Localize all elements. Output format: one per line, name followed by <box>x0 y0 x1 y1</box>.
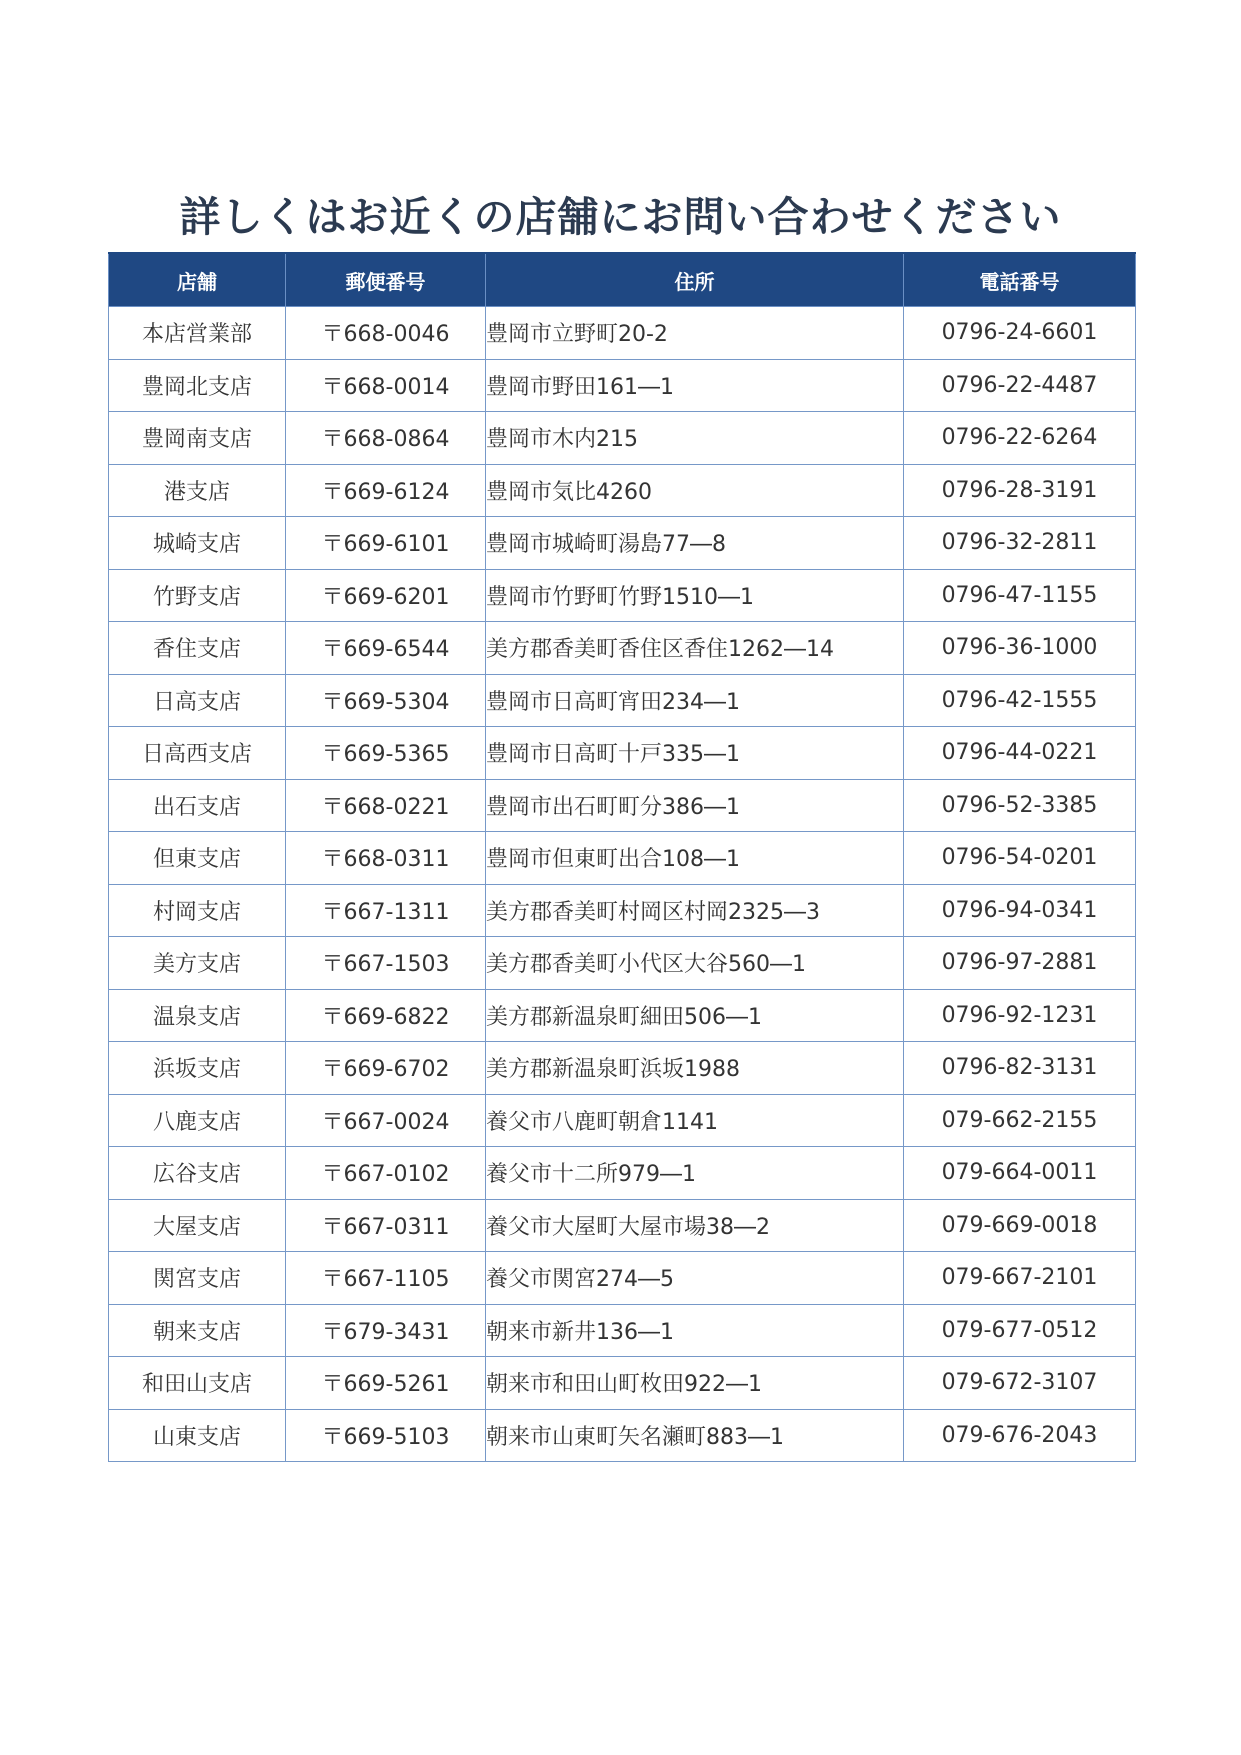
postal-code-cell: 〒667-1311 <box>286 884 486 937</box>
phone-number-cell: 0796-24-6601 <box>904 307 1136 360</box>
table-header <box>109 253 1136 307</box>
phone-number-cell: 0796-22-6264 <box>904 412 1136 465</box>
postal-code-cell: 〒667-0024 <box>286 1094 486 1147</box>
address-cell: 朝来市和田山町枚田922―1 <box>486 1357 904 1410</box>
table-row <box>109 1304 1136 1357</box>
table-row <box>109 1199 1136 1252</box>
address-cell: 養父市大屋町大屋市場38―2 <box>486 1199 904 1252</box>
phone-number-cell: 0796-82-3131 <box>904 1042 1136 1095</box>
store-table <box>108 252 1136 1462</box>
table-row <box>109 1147 1136 1200</box>
postal-code-cell: 〒668-0014 <box>286 359 486 412</box>
store-name-cell: 広谷支店 <box>109 1147 286 1200</box>
phone-number-cell: 0796-47-1155 <box>904 569 1136 622</box>
phone-number-cell: 079-676-2043 <box>904 1409 1136 1462</box>
address-cell: 養父市関宮274―5 <box>486 1252 904 1305</box>
address-cell: 美方郡香美町小代区大谷560―1 <box>486 937 904 990</box>
phone-number-cell: 079-677-0512 <box>904 1304 1136 1357</box>
store-name-cell: 但東支店 <box>109 832 286 885</box>
phone-number-cell: 0796-32-2811 <box>904 517 1136 570</box>
address-cell: 豊岡市立野町20-2 <box>486 307 904 360</box>
phone-number-cell: 079-662-2155 <box>904 1094 1136 1147</box>
store-name-cell: 出石支店 <box>109 779 286 832</box>
phone-number-cell: 0796-44-0221 <box>904 727 1136 780</box>
phone-number-cell: 0796-22-4487 <box>904 359 1136 412</box>
address-cell: 豊岡市竹野町竹野1510―1 <box>486 569 904 622</box>
header-postal: 郵便番号 <box>286 253 486 307</box>
table-row <box>109 1409 1136 1462</box>
store-name-cell: 大屋支店 <box>109 1199 286 1252</box>
store-name-cell: 日高西支店 <box>109 727 286 780</box>
address-cell: 豊岡市野田161―1 <box>486 359 904 412</box>
phone-number-cell: 079-669-0018 <box>904 1199 1136 1252</box>
table-row <box>109 779 1136 832</box>
postal-code-cell: 〒667-1105 <box>286 1252 486 1305</box>
store-name-cell: 温泉支店 <box>109 989 286 1042</box>
table-row <box>109 1094 1136 1147</box>
store-name-cell: 和田山支店 <box>109 1357 286 1410</box>
phone-number-cell: 0796-97-2881 <box>904 937 1136 990</box>
store-name-cell: 本店営業部 <box>109 307 286 360</box>
store-name-cell: 竹野支店 <box>109 569 286 622</box>
table-row <box>109 674 1136 727</box>
phone-number-cell: 0796-94-0341 <box>904 884 1136 937</box>
postal-code-cell: 〒669-5261 <box>286 1357 486 1410</box>
table-row <box>109 832 1136 885</box>
table-body <box>109 307 1136 1462</box>
address-cell: 朝来市山東町矢名瀬町883―1 <box>486 1409 904 1462</box>
phone-number-cell: 0796-28-3191 <box>904 464 1136 517</box>
table-row <box>109 727 1136 780</box>
address-cell: 豊岡市出石町町分386―1 <box>486 779 904 832</box>
postal-code-cell: 〒669-6124 <box>286 464 486 517</box>
store-name-cell: 村岡支店 <box>109 884 286 937</box>
store-name-cell: 香住支店 <box>109 622 286 675</box>
address-cell: 豊岡市日高町十戸335―1 <box>486 727 904 780</box>
table-row <box>109 307 1136 360</box>
header-phone: 電話番号 <box>904 253 1136 307</box>
postal-code-cell: 〒667-0311 <box>286 1199 486 1252</box>
store-name-cell: 朝来支店 <box>109 1304 286 1357</box>
table-row <box>109 989 1136 1042</box>
store-name-cell: 豊岡南支店 <box>109 412 286 465</box>
header-store: 店舗 <box>109 253 286 307</box>
postal-code-cell: 〒669-5365 <box>286 727 486 780</box>
store-name-cell: 浜坂支店 <box>109 1042 286 1095</box>
postal-code-cell: 〒669-6544 <box>286 622 486 675</box>
address-cell: 養父市八鹿町朝倉1141 <box>486 1094 904 1147</box>
postal-code-cell: 〒668-0311 <box>286 832 486 885</box>
header-row <box>109 253 1136 307</box>
table-row <box>109 1042 1136 1095</box>
postal-code-cell: 〒669-6702 <box>286 1042 486 1095</box>
header-address: 住所 <box>486 253 904 307</box>
table-row <box>109 1357 1136 1410</box>
phone-number-cell: 079-664-0011 <box>904 1147 1136 1200</box>
address-cell: 豊岡市但東町出合108―1 <box>486 832 904 885</box>
postal-code-cell: 〒667-0102 <box>286 1147 486 1200</box>
postal-code-cell: 〒679-3431 <box>286 1304 486 1357</box>
store-name-cell: 関宮支店 <box>109 1252 286 1305</box>
store-name-cell: 豊岡北支店 <box>109 359 286 412</box>
address-cell: 朝来市新井136―1 <box>486 1304 904 1357</box>
store-name-cell: 美方支店 <box>109 937 286 990</box>
address-cell: 美方郡香美町香住区香住1262―14 <box>486 622 904 675</box>
address-cell: 美方郡新温泉町浜坂1988 <box>486 1042 904 1095</box>
store-name-cell: 八鹿支店 <box>109 1094 286 1147</box>
table-row <box>109 1252 1136 1305</box>
table-row <box>109 464 1136 517</box>
address-cell: 豊岡市気比4260 <box>486 464 904 517</box>
address-cell: 豊岡市日高町宵田234―1 <box>486 674 904 727</box>
store-name-cell: 城崎支店 <box>109 517 286 570</box>
store-name-cell: 山東支店 <box>109 1409 286 1462</box>
phone-number-cell: 0796-52-3385 <box>904 779 1136 832</box>
postal-code-cell: 〒669-6101 <box>286 517 486 570</box>
table-row <box>109 937 1136 990</box>
postal-code-cell: 〒669-5103 <box>286 1409 486 1462</box>
phone-number-cell: 0796-36-1000 <box>904 622 1136 675</box>
address-cell: 美方郡新温泉町細田506―1 <box>486 989 904 1042</box>
postal-code-cell: 〒669-6822 <box>286 989 486 1042</box>
phone-number-cell: 079-672-3107 <box>904 1357 1136 1410</box>
postal-code-cell: 〒667-1503 <box>286 937 486 990</box>
postal-code-cell: 〒668-0046 <box>286 307 486 360</box>
table-row <box>109 884 1136 937</box>
store-name-cell: 港支店 <box>109 464 286 517</box>
phone-number-cell: 0796-42-1555 <box>904 674 1136 727</box>
table-row <box>109 412 1136 465</box>
address-cell: 美方郡香美町村岡区村岡2325―3 <box>486 884 904 937</box>
address-cell: 豊岡市木内215 <box>486 412 904 465</box>
postal-code-cell: 〒668-0221 <box>286 779 486 832</box>
address-cell: 豊岡市城崎町湯島77―8 <box>486 517 904 570</box>
store-name-cell: 日高支店 <box>109 674 286 727</box>
postal-code-cell: 〒668-0864 <box>286 412 486 465</box>
page-title: 詳しくはお近くの店舗にお問い合わせください <box>179 193 1062 242</box>
postal-code-cell: 〒669-5304 <box>286 674 486 727</box>
table-row <box>109 359 1136 412</box>
table-row <box>109 517 1136 570</box>
phone-number-cell: 079-667-2101 <box>904 1252 1136 1305</box>
phone-number-cell: 0796-54-0201 <box>904 832 1136 885</box>
table-row <box>109 622 1136 675</box>
address-cell: 養父市十二所979―1 <box>486 1147 904 1200</box>
phone-number-cell: 0796-92-1231 <box>904 989 1136 1042</box>
postal-code-cell: 〒669-6201 <box>286 569 486 622</box>
table-row <box>109 569 1136 622</box>
